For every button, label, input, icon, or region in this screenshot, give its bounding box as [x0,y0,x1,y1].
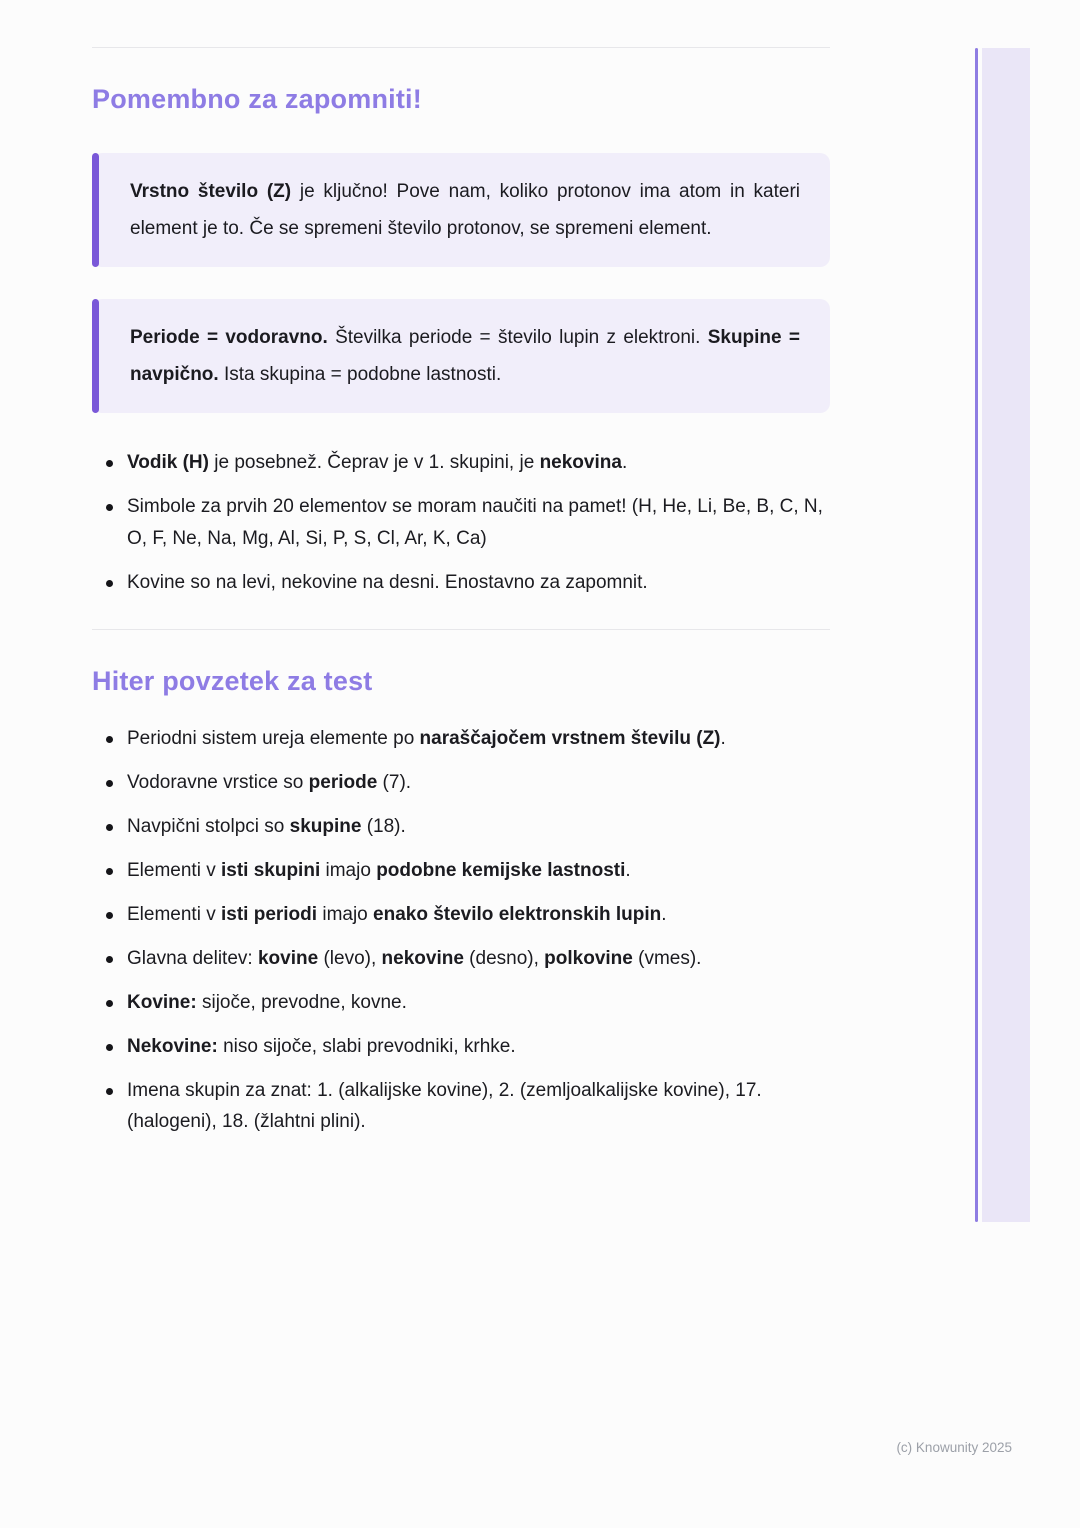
bold-text: podobne kemijske lastnosti [376,860,626,881]
bold-text: periode [308,772,378,793]
text-segment: (desno), [463,948,545,969]
text-segment: Imena skupin za znat: 1. (alkalijske kovine), 2. (zemljoalkalijske kovine), 17. (halogeni), 18. (žlahtni plini). [127,1080,762,1132]
callout-vrstno-stevilo [92,153,830,267]
text-segment: . [621,452,628,473]
bold-text: kovine [257,948,319,969]
text-segment: Kovine so na levi, nekovine na desni. Enostavno za zapomnit. [127,572,648,593]
page-margin-strip [982,48,1030,1222]
mid-divider [92,629,830,630]
side-accent-line [975,48,978,1222]
list-item [106,491,830,555]
bold-text: Kovine: [127,992,197,1013]
bold-text: Vrstno število (Z) [130,181,292,202]
bold-text: naraščajočem vrstnem številu (Z) [419,728,721,749]
text-segment: imajo [317,904,374,925]
bold-text: Periode = vodoravno. [130,327,328,348]
text-segment: niso sijoče, slabi prevodniki, krhke. [217,1036,516,1057]
text-segment: . [625,860,631,881]
list-item [106,855,830,886]
bold-text: Nekovine: [127,1036,218,1057]
text-segment: Številka periode = število lupin z elektroni. [327,327,708,348]
list-item [106,987,830,1018]
text-segment: Periodni sistem ureja elemente po [127,728,420,749]
text-segment: Glavna delitev: [127,948,258,969]
text-segment: Navpični stolpci so [127,816,290,837]
text-segment: Vodoravne vrstice so [127,772,309,793]
text-segment: Ista skupina = podobne lastnosti. [218,364,502,385]
bold-text: isti skupini [220,860,321,881]
summary-bullet-list [92,723,830,1137]
text-segment: Elementi v [127,904,221,925]
text-segment: (levo), [318,948,382,969]
text-segment: je posebnež. Čeprav je v 1. skupini, je [208,452,540,473]
text-segment: sijoče, prevodne, kovne. [196,992,407,1013]
callout-accent-bar [92,299,99,413]
text-segment: (7). [377,772,412,793]
bold-text: polkovine [544,948,633,969]
bold-text: skupine [289,816,362,837]
section-title-summary: Hiter povzetek za test [92,666,373,696]
list-item [106,811,830,842]
list-item [106,567,830,599]
bold-text: isti periodi [220,904,318,925]
bold-text: nekovina [539,452,622,473]
list-item [106,1031,830,1062]
top-divider [92,47,830,48]
text-segment: imajo [320,860,377,881]
list-item [106,943,830,974]
list-item [106,767,830,798]
list-item [106,899,830,930]
bold-text: Vodik (H) [127,452,209,473]
list-item [106,723,830,754]
text-segment: je ključno! Pove nam, koliko protonov ima atom in kateri element je to. Če se spremeni število protonov, se spremeni element. [130,181,800,239]
list-item [106,447,830,479]
list-item [106,1075,830,1137]
callout-accent-bar [92,153,99,267]
section-title-important: Pomembno za zapomniti! [92,84,422,114]
notes-content [92,0,830,1150]
text-segment: . [661,904,667,925]
important-bullet-list [92,447,830,599]
callout-text [130,319,800,393]
bold-text: Skupine = navpično. [130,327,800,385]
text-segment: (vmes). [632,948,702,969]
text-segment: . [720,728,726,749]
callout-text [130,173,800,247]
copyright-credit: (c) Knowunity 2025 [896,1440,1012,1455]
callout-periode-skupine [92,299,830,413]
text-segment: Simbole za prvih 20 elementov se moram naučiti na pamet! (H, He, Li, Be, B, C, N, O, F, Ne, Na, Mg, Al, Si, P, S, Cl, Ar, K, Ca) [127,496,823,549]
bold-text: enako število elektronskih lupin [373,904,662,925]
text-segment: Elementi v [127,860,221,881]
bold-text: nekovine [381,948,464,969]
text-segment: (18). [361,816,406,837]
